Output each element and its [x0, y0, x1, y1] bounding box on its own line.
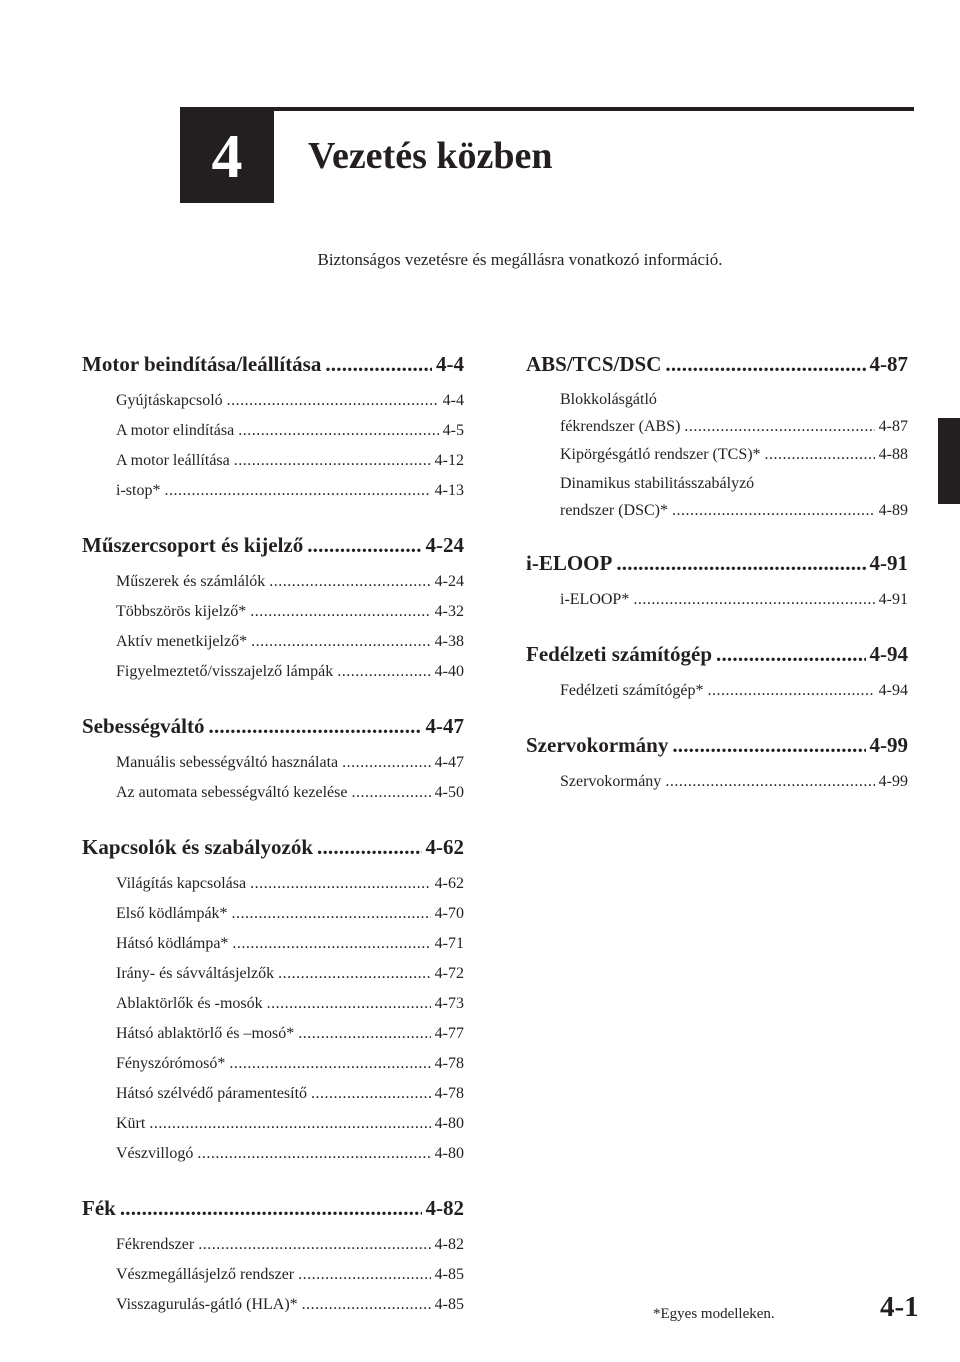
dot-leader [278, 959, 431, 989]
toc-entry-page: 4-5 [442, 422, 464, 439]
toc-section-heading[interactable] [82, 1194, 464, 1222]
dot-leader [232, 899, 431, 929]
dot-leader [227, 386, 439, 416]
dot-leader [251, 627, 431, 657]
toc-section-heading[interactable] [82, 712, 464, 740]
toc-entry-page: 4-80 [434, 1115, 464, 1132]
toc-entry-page: 4-73 [434, 995, 464, 1012]
toc-entry-page: 4-38 [434, 633, 464, 650]
toc-entry[interactable] [82, 446, 464, 476]
toc-entry[interactable] [82, 929, 464, 959]
toc-entry-page: 4-85 [434, 1296, 464, 1313]
toc-section-heading[interactable] [526, 350, 908, 378]
toc-entry-page: 4-70 [434, 905, 464, 922]
dot-leader [209, 712, 422, 740]
toc-entry-page: 4-77 [434, 1025, 464, 1042]
dot-leader [317, 833, 421, 861]
toc-section-title: Kapcsolók és szabályozók [82, 835, 314, 859]
dot-leader [238, 416, 438, 446]
dot-leader [298, 1260, 431, 1290]
toc-entry-label: i-stop* [116, 482, 161, 499]
toc-section [82, 350, 464, 506]
toc-section [526, 549, 908, 615]
toc-entry-page: 4-80 [434, 1145, 464, 1162]
toc-section-page: 4-87 [869, 352, 908, 376]
toc-entry[interactable] [526, 470, 908, 524]
toc-entry-label: Többszörös kijelző* [116, 603, 247, 620]
toc-entry[interactable] [526, 585, 908, 615]
toc-entry-label: Ablaktörlők és -mosók [116, 995, 263, 1012]
dot-leader [120, 1194, 422, 1222]
toc-entry[interactable] [82, 989, 464, 1019]
toc-entry-page: 4-82 [434, 1236, 464, 1253]
toc-entry-page: 4-71 [434, 935, 464, 952]
dot-leader [684, 413, 874, 440]
dot-leader [250, 869, 431, 899]
toc-entry-label: Vészmegállásjelző rendszer [116, 1266, 295, 1283]
toc-section-title: Fedélzeti számítógép [526, 642, 713, 666]
toc-entry[interactable] [82, 1049, 464, 1079]
toc-entry-label: Műszerek és számlálók [116, 573, 266, 590]
toc-entry-page: 4-87 [878, 418, 908, 435]
toc-entry[interactable] [82, 657, 464, 687]
toc-entry-page: 4-13 [434, 482, 464, 499]
page-number: 4-1 [880, 1291, 919, 1323]
dot-leader [342, 748, 431, 778]
toc-entry-label: A motor elindítása [116, 422, 235, 439]
dot-leader [229, 1049, 430, 1079]
toc-section-title: Motor beindítása/leállítása [82, 352, 322, 376]
toc-section-heading[interactable] [82, 531, 464, 559]
toc-entry-page: 4-47 [434, 754, 464, 771]
toc-entry[interactable] [82, 1019, 464, 1049]
toc-entry-label: Hátsó szélvédő páramentesítő [116, 1085, 308, 1102]
toc-section-heading[interactable] [526, 549, 908, 577]
toc-entry-page: 4-94 [878, 682, 908, 699]
toc-entry-label: Szervokormány [560, 773, 662, 790]
toc-section-heading[interactable] [526, 731, 908, 759]
toc-section-page: 4-24 [425, 533, 464, 557]
toc-entry-page: 4-99 [878, 773, 908, 790]
toc-section [526, 640, 908, 706]
toc-entry-label: Kürt [116, 1115, 146, 1132]
dot-leader [267, 989, 431, 1019]
dot-leader [197, 1139, 430, 1169]
toc-section-page: 4-94 [869, 642, 908, 666]
toc-section-page: 4-99 [869, 733, 908, 757]
toc-section-page: 4-62 [425, 835, 464, 859]
toc-entry-label: Fedélzeti számítógép* [560, 682, 704, 699]
toc-entry-label: Aktív menetkijelző* [116, 633, 248, 650]
toc-entry[interactable] [526, 767, 908, 797]
toc-entry[interactable] [82, 959, 464, 989]
footer-note: *Egyes modelleken. [653, 1306, 775, 1322]
toc-entry[interactable] [82, 1139, 464, 1169]
toc-entry-page: 4-78 [434, 1085, 464, 1102]
toc-entry-page: 4-88 [878, 446, 908, 463]
chapter-title: Vezetés közben [308, 135, 553, 177]
dot-leader [250, 597, 430, 627]
toc-entry-label: Hátsó ködlámpa* [116, 935, 229, 952]
dot-leader [232, 929, 430, 959]
dot-leader [337, 657, 430, 687]
toc-entry[interactable] [82, 476, 464, 506]
toc-entry-page: 4-12 [434, 452, 464, 469]
dot-leader [351, 778, 430, 808]
toc-section-title: ABS/TCS/DSC [526, 352, 662, 376]
chapter-number-box [180, 111, 274, 203]
dot-leader [325, 350, 432, 378]
toc-entry[interactable] [82, 869, 464, 899]
toc-entry[interactable] [82, 899, 464, 929]
toc-entry-label: Manuális sebességváltó használata [116, 754, 339, 771]
toc-entry-row [560, 497, 908, 524]
toc-entry-page: 4-32 [434, 603, 464, 620]
toc-entry-label-line1: Blokkolásgátló [560, 391, 657, 408]
toc-entry[interactable] [82, 567, 464, 597]
toc-section [82, 712, 464, 808]
dot-leader [298, 1019, 430, 1049]
dot-leader [665, 767, 874, 797]
toc-entry[interactable] [526, 386, 908, 440]
toc-entry-label-line1: Dinamikus stabilitásszabályzó [560, 475, 755, 492]
toc-entry-label: Világítás kapcsolása [116, 875, 247, 892]
dot-leader [311, 1079, 431, 1109]
toc-section-title: Fék [82, 1196, 116, 1220]
toc-entry-page: 4-72 [434, 965, 464, 982]
toc-section-page: 4-82 [425, 1196, 464, 1220]
toc-entry-label: Irány- és sávváltásjelzők [116, 965, 275, 982]
toc-entry-label: Kipörgésgátló rendszer (TCS)* [560, 446, 761, 463]
dot-leader [672, 497, 875, 524]
dot-leader [665, 350, 865, 378]
chapter-side-tab [938, 418, 960, 504]
toc-section-heading[interactable] [82, 350, 464, 378]
toc-entry-label: fékrendszer (ABS) [560, 418, 681, 435]
toc-entry-page: 4-89 [878, 502, 908, 519]
toc-entry[interactable] [82, 416, 464, 446]
toc-left-column [82, 350, 464, 1345]
dot-leader [302, 1290, 431, 1320]
toc-entry[interactable] [82, 748, 464, 778]
toc-section-page: 4-47 [425, 714, 464, 738]
toc-entry-page: 4-85 [434, 1266, 464, 1283]
toc-section [82, 833, 464, 1169]
dot-leader [765, 440, 875, 470]
toc-entry-label: A motor leállítása [116, 452, 230, 469]
toc-entry-page: 4-24 [434, 573, 464, 590]
toc-entry-label: i-ELOOP* [560, 591, 630, 608]
toc-entry-page: 4-40 [434, 663, 464, 680]
chapter-number: 4 [211, 122, 243, 191]
dot-leader [633, 585, 874, 615]
toc-section-page: 4-4 [436, 352, 464, 376]
dot-leader [198, 1230, 430, 1260]
chapter-subtitle: Biztonságos vezetésre és megállásra vonatkozó információ. [317, 250, 723, 269]
toc-entry-label: Figyelmeztető/visszajelző lámpák [116, 663, 334, 680]
dot-leader [672, 731, 865, 759]
toc-entry-label: Visszagurulás-gátló (HLA)* [116, 1296, 298, 1313]
toc-entry[interactable] [82, 1079, 464, 1109]
toc-entry[interactable] [82, 597, 464, 627]
toc-entry-page: 4-91 [878, 591, 908, 608]
toc-section [82, 531, 464, 687]
toc-entry-label: Első ködlámpák* [116, 905, 228, 922]
toc-entry-label: Az automata sebességváltó kezelése [116, 784, 348, 801]
toc-section-title: Műszercsoport és kijelző [82, 533, 304, 557]
toc-right-column [526, 350, 908, 822]
toc-entry[interactable] [82, 627, 464, 657]
toc-entry[interactable] [82, 386, 464, 416]
toc-entry-label: rendszer (DSC)* [560, 502, 668, 519]
toc-section-title: Szervokormány [526, 733, 669, 757]
toc-entry[interactable] [82, 1290, 464, 1320]
top-rule [180, 107, 914, 111]
toc-entry-label: Fényszórómosó* [116, 1055, 226, 1072]
toc-entry-page: 4-50 [434, 784, 464, 801]
toc-entry[interactable] [82, 778, 464, 808]
toc-entry-label: Hátsó ablaktörlő és –mosó* [116, 1025, 295, 1042]
toc-section [526, 350, 908, 524]
toc-entry-label: Fékrendszer [116, 1236, 195, 1253]
dot-leader [708, 676, 875, 706]
toc-section-heading[interactable] [526, 640, 908, 668]
toc-section [526, 731, 908, 797]
toc-entry-row [560, 413, 908, 440]
toc-entry[interactable] [526, 440, 908, 470]
toc-entry[interactable] [82, 1109, 464, 1139]
dot-leader [307, 531, 421, 559]
dot-leader [716, 640, 865, 668]
toc-entry-page: 4-4 [442, 392, 464, 409]
toc-entry[interactable] [526, 676, 908, 706]
toc-section-title: i-ELOOP [526, 551, 613, 575]
toc-entry-page: 4-78 [434, 1055, 464, 1072]
dot-leader [616, 549, 865, 577]
dot-leader [269, 567, 430, 597]
dot-leader [234, 446, 431, 476]
toc-entry-page: 4-62 [434, 875, 464, 892]
toc-entry[interactable] [82, 1230, 464, 1260]
toc-section-title: Sebességváltó [82, 714, 205, 738]
toc-entry[interactable] [82, 1260, 464, 1290]
toc-section [82, 1194, 464, 1320]
toc-section-heading[interactable] [82, 833, 464, 861]
dot-leader [164, 476, 430, 506]
toc-section-page: 4-91 [869, 551, 908, 575]
toc-entry-label: Vészvillogó [116, 1145, 194, 1162]
dot-leader [149, 1109, 430, 1139]
toc-entry-label: Gyújtáskapcsoló [116, 392, 223, 409]
